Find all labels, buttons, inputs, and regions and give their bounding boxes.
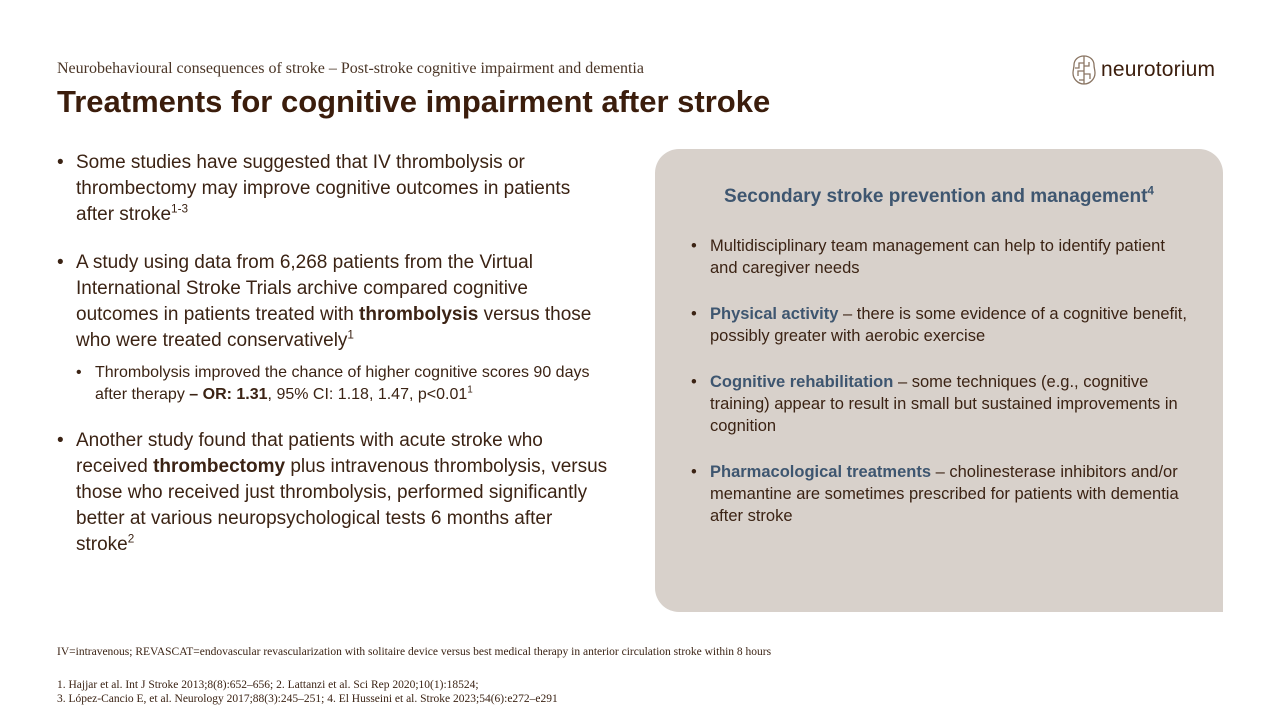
panel-title: Secondary stroke prevention and management$^4$ xyxy=(724,184,1154,207)
brain-logo-icon xyxy=(1071,54,1097,86)
bullet-thrombolysis-thrombectomy: • Some studies have suggested that IV thrombolysis or thrombectomy may improve cognitive outcomes in patients after stroke$^{1-3}$ xyxy=(57,150,612,228)
references xyxy=(57,678,558,706)
bullet-thrombectomy-study: • Another study found that patients with acute stroke who received thrombectomy plus intravenous thrombolysis, versus those who received just thrombolysis, performed significantly better at various neuropsychological tests 6 months after stroke$^2$ xyxy=(57,428,612,558)
page-title: Treatments for cognitive impairment after stroke xyxy=(57,84,771,119)
logo-wordmark: neurotorium xyxy=(1101,58,1216,81)
reference-line: 1. Hajjar et al. Int J Stroke 2013;8(8):652–656; 2. Lattanzi et al. Sci Rep 2020;10(1):18524; xyxy=(57,679,479,691)
reference-line: 3. López-Cancio E, et al. Neurology 2017;88(3):245–251; 4. El Husseini et al. Stroke 2023;54(6):e272–e291 xyxy=(57,693,558,705)
sub-bullet-odds-ratio: • Thrombolysis improved the chance of higher cognitive scores 90 days after therapy – OR: 1.31, 95% CI: 1.18, 1.47, $p<0.01^1$ xyxy=(76,362,612,406)
panel-item-pharmacological: • Pharmacological treatments – cholinesterase inhibitors and/or memantine are sometimes prescribed for patients with dementia after stroke xyxy=(691,461,1191,527)
panel-item-physical-activity: • Physical activity – there is some evidence of a cognitive benefit, possibly greater with aerobic exercise xyxy=(691,303,1191,347)
abbreviations-footnote: IV=intravenous; REVASCAT=endovascular revascularization with solitaire device versus best medical therapy in anterior circulation stroke within 8 hours xyxy=(57,646,772,658)
neurotorium-logo xyxy=(1071,54,1215,86)
panel-item-multidisciplinary: • Multidisciplinary team management can help to identify patient and caregiver needs xyxy=(691,235,1191,279)
bullet-vista-study: • A study using data from 6,268 patients from the Virtual International Stroke Trials archive compared cognitive outcomes in patients treated with thrombolysis versus those who were treated conservatively$^1$ xyxy=(57,250,612,354)
panel-list xyxy=(691,235,1191,551)
secondary-prevention-panel xyxy=(655,149,1223,612)
left-column xyxy=(57,150,612,558)
section-subtitle: Neurobehavioural consequences of stroke – Post-stroke cognitive impairment and dementia xyxy=(57,60,644,77)
panel-item-cognitive-rehabilitation: • Cognitive rehabilitation – some techniques (e.g., cognitive training) appear to result in small but sustained improvements in cognition xyxy=(691,371,1191,437)
